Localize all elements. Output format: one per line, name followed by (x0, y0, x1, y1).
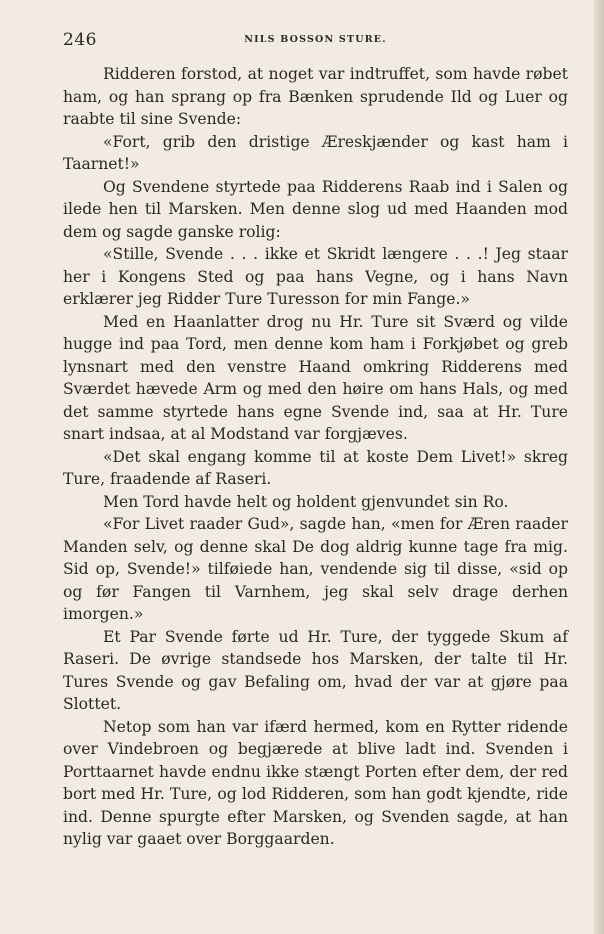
paragraph: «Fort, grib den dristige Æreskjænder og kast ham i Taarnet!» (63, 132, 568, 173)
page-edge-shadow (594, 0, 604, 934)
paragraph: Og Svendene styrtede paa Ridderens Raab ind i Salen og ilede hen til Marsken. Men denne slog ud med Haanden mod dem og sagde ganske rolig: (63, 177, 568, 241)
page-number: 246 (63, 30, 97, 50)
paragraph: Et Par Svende førte ud Hr. Ture, der tyggede Skum af Raseri. De øvrige standsede hos Marsken, der talte til Hr. Tures Svende og gav Befaling om, hvad der var at gjøre paa Slottet. (63, 627, 568, 713)
paragraph: Ridderen forstod, at noget var indtruffet, som havde røbet ham, og han sprang op fra Bænken sprudende Ild og Luer og raabte til sine Svende: (63, 65, 568, 128)
paragraph: «For Livet raader Gud», sagde han, «men for Æren raader Manden selv, og denne skal De dog aldrig kunne tage fra mig. Sid op, Svende!» tilføiede han, vendende sig til disse, «sid op og før Fangen til Varnhem, jeg skal selv drage derhen imorgen.» (63, 515, 568, 623)
page-header (63, 30, 568, 54)
paragraph: Med en Haanlatter drog nu Hr. Ture sit Sværd og vilde hugge ind paa Tord, men denne kom ham i Forkjøbet og greb lynsnart med den venstre Haand omkring Ridderens med Sværdet hævede Arm og med den høire om hans Hals, og med det samme styrtede hans egne Svende ind, saa at Hr. Ture snart indsaa, at al Modstand var forgjæves. (63, 312, 568, 443)
paragraph: «Det skal engang komme til at koste Dem Livet!» skreg Ture, fraadende af Raseri. (63, 447, 568, 488)
paragraph: Men Tord havde helt og holdent gjenvundet sin Ro. (103, 492, 509, 511)
paragraph: Netop som han var ifærd hermed, kom en Rytter ridende over Vindebroen og begjærede at blive ladt ind. Svenden i Porttaarnet havde endnu ikke stængt Porten efter dem, der red bort med Hr. Ture, og lod Ridderen, som han godt kjendte, ride ind. Denne spurgte efter Marsken, og Svenden sagde, at han nylig var gaaet over Borggaarden. (63, 717, 568, 848)
running-title: NILS BOSSON STURE. (244, 34, 387, 45)
paragraph: «Stille, Svende . . . ikke et Skridt længere . . .! Jeg staar her i Kongens Sted og paa hans Vegne, og i hans Navn erklærer jeg Ridder Ture Turesson for min Fange.» (63, 245, 568, 308)
body-text (63, 63, 568, 851)
